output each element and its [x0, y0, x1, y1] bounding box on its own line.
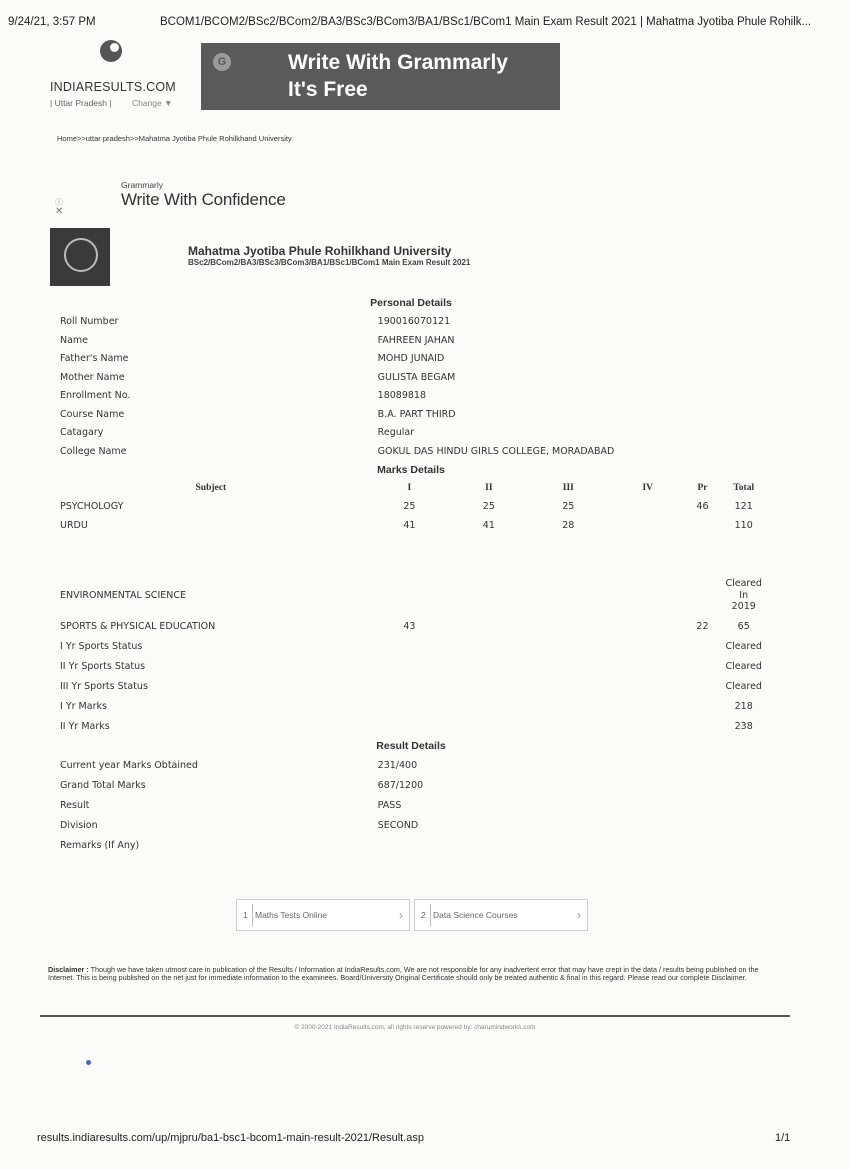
region-label: | Uttar Pradesh |: [50, 98, 112, 108]
table-row: ENVIRONMENTAL SCIENCE Cleared In 2019: [60, 578, 762, 613]
page-url: results.indiaresults.com/up/mjpru/ba1-bsc1-bcom1-main-result-2021/Result.asp: [37, 1132, 424, 1144]
table-row: II Yr Marks 238: [60, 721, 753, 732]
region-selector: [50, 98, 173, 108]
result-details-heading: Result Details: [376, 739, 446, 752]
change-region-link[interactable]: Change ▼: [131, 98, 173, 108]
exam-title: BSc2/BCom2/BA3/BSc3/BCom3/BA1/BSc1/BCom1 Main Exam Result 2021: [188, 258, 471, 267]
table-row: PSYCHOLOGY 25 25 25 46 121: [60, 501, 753, 513]
table-row: Remarks (If Any): [60, 839, 140, 851]
logo-icon: [100, 40, 122, 62]
table-row: Roll Number 190016070121: [60, 316, 451, 328]
divider: [40, 1015, 790, 1017]
ad-close-icon[interactable]: ✕: [55, 206, 64, 217]
marks-details-heading: Marks Details: [377, 463, 445, 476]
chevron-right-icon: ›: [399, 908, 403, 922]
table-row: Course Name B.A. PART THIRD: [60, 408, 456, 420]
table-row: Name FAHREEN JAHAN: [60, 334, 455, 346]
result-table: [48, 294, 766, 855]
university-seal-logo: [50, 228, 110, 286]
table-row: College Name GOKUL DAS HINDU GIRLS COLLEGE, MORADABAD: [60, 445, 615, 457]
table-row: Grand Total Marks 687/1200: [60, 779, 424, 791]
table-row: Current year Marks Obtained 231/400: [60, 759, 418, 771]
page-number: 1/1: [775, 1132, 791, 1144]
disclaimer: [48, 966, 768, 983]
ad2-brand: Grammarly: [121, 180, 164, 190]
table-row: III Yr Sports Status Cleared: [60, 681, 762, 692]
grammarly-icon: G: [213, 53, 231, 71]
env-status-1: Cleared: [725, 578, 762, 590]
env-status-2: In: [739, 589, 749, 601]
grammarly-ad-banner[interactable]: [201, 43, 560, 110]
ad-info-icon[interactable]: ⓘ: [55, 198, 63, 207]
table-row: I Yr Marks 218: [60, 701, 753, 712]
print-datetime: 9/24/21, 3:57 PM: [8, 16, 96, 28]
table-row: URDU 41 41 28 110: [60, 519, 753, 531]
link-data-science[interactable]: 2 Data Science Courses ›: [414, 899, 588, 931]
table-row: Mother Name GULISTA BEGAM: [60, 371, 456, 383]
ad-headline-1: Write With Grammarly: [288, 51, 508, 74]
chevron-right-icon: ›: [577, 908, 581, 922]
disclaimer-text: Though we have taken utmost care in publication of the Results / Information at IndiaResults.com, We are not responsible for any inadvertent error that may have crept in the data / results being published on the Internet. This is being published on the net just for immediate information to the examinees. Board/University Original Certificate should only be treated authentic & final in this regard. Please read our complete Disclaimer.: [48, 965, 759, 983]
env-status-3: 2019: [731, 601, 756, 613]
breadcrumb[interactable]: Home>>uttar pradesh>>Mahatma Jyotiba Phule Rohilkhand University: [57, 134, 292, 143]
table-row: Division SECOND: [60, 819, 419, 831]
marks-header-row: Subject I II III IV Pr Total: [195, 483, 755, 494]
table-row: II Yr Sports Status Cleared: [60, 661, 762, 672]
table-row: I Yr Sports Status Cleared: [60, 641, 762, 652]
table-row: Catagary Regular: [60, 427, 415, 439]
link-maths-tests[interactable]: 1 Maths Tests Online ›: [236, 899, 410, 931]
copyright: © 2000-2021 IndiaResults.com, all rights reserve powered by: charumindworks.com: [294, 1024, 536, 1031]
table-row: Father's Name MOHD JUNAID: [60, 353, 445, 365]
ad2-headline[interactable]: Write With Confidence: [121, 190, 286, 209]
table-row: Result PASS: [60, 799, 402, 811]
disclaimer-label: Disclaimer :: [48, 965, 89, 974]
university-name: Mahatma Jyotiba Phule Rohilkhand University: [188, 244, 452, 258]
site-logo[interactable]: [50, 40, 180, 112]
scan-dot: [86, 1060, 91, 1065]
print-page-title: BCOM1/BCOM2/BSc2/BCom2/BA3/BSc3/BCom3/BA1/BSc1/BCom1 Main Exam Result 2021 | Mahatma Jyotiba Phule Rohilk...: [160, 16, 812, 28]
table-row: Enrollment No. 18089818: [60, 390, 427, 402]
ad-headline-2: It's Free: [288, 78, 368, 101]
table-row: SPORTS & PHYSICAL EDUCATION 43 22 65: [60, 621, 750, 632]
logo-text: INDIARESULTS.COM: [50, 80, 176, 94]
personal-details-heading: Personal Details: [370, 297, 452, 310]
